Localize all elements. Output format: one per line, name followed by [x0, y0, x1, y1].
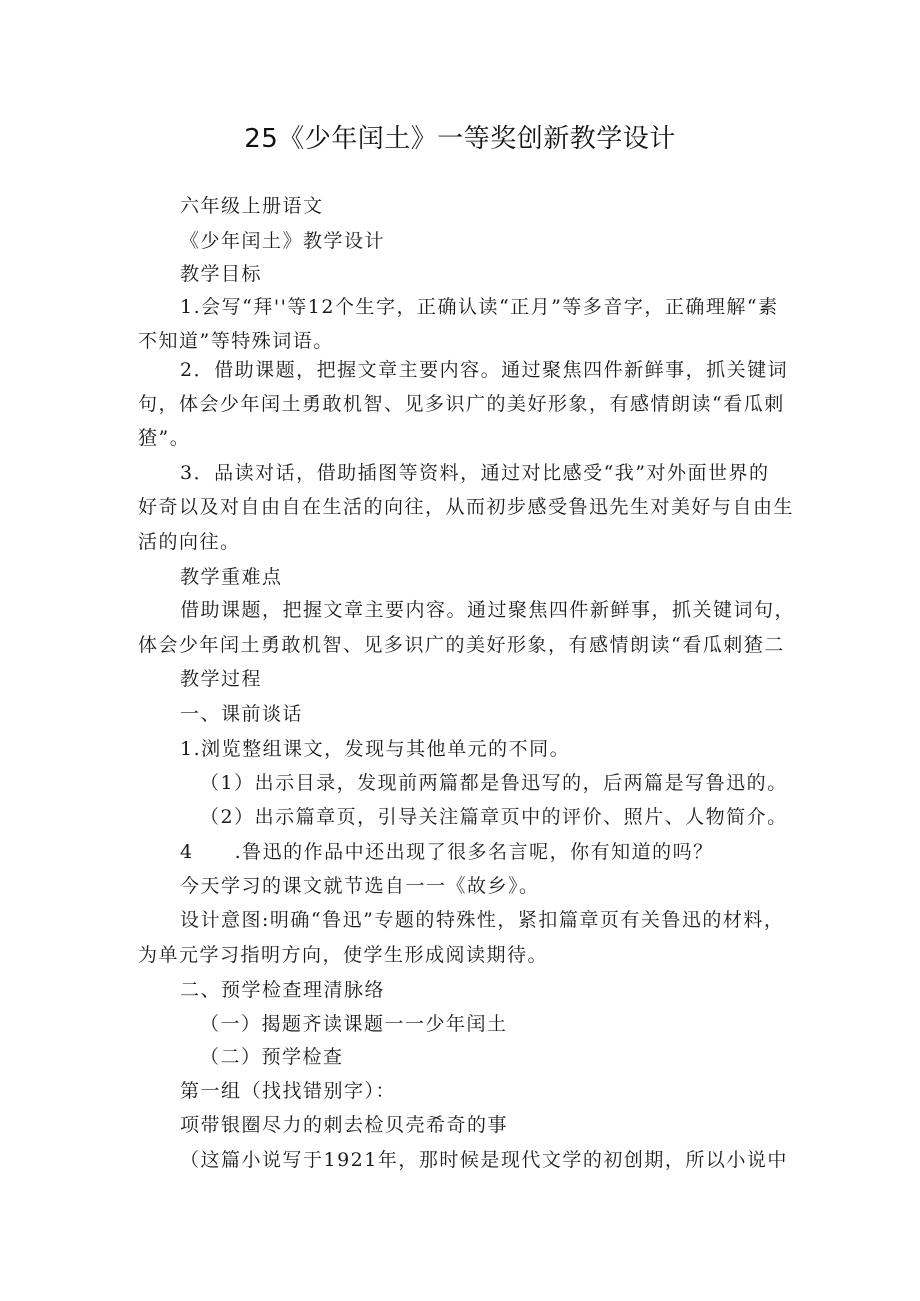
- text-line: 项带银圈尽力的刺去检贝壳希奇的事: [180, 1114, 509, 1136]
- section-heading: 二、预学检查理清脉络: [180, 979, 386, 1001]
- text-line: 句，体会少年闰土勇敢机智、见多识广的美好形象，有感情朗读“看瓜刺: [138, 393, 785, 415]
- text-line: 今天学习的课文就节选自一一《故乡》。: [180, 875, 540, 897]
- text-line: 好奇以及对自由自在生活的向往，从而初步感受鲁迅先生对美好与自由生: [138, 496, 795, 518]
- text-line: （一）揭题齐读课题一一少年闰土: [200, 1013, 508, 1035]
- text-line: （2）出示篇章页，引导关注篇章页中的评价、照片、人物简介。: [200, 806, 788, 828]
- section-heading: 教学重难点: [180, 566, 283, 588]
- text-line: 猹”。: [138, 427, 191, 449]
- text-line: 《少年闰土》教学设计: [180, 230, 386, 252]
- section-heading: 一、课前谈话: [180, 703, 304, 725]
- text-line: 借助课题，把握文章主要内容。通过聚焦四件新鲜事，抓关键词句，: [180, 599, 796, 621]
- text-line: （这篇小说写于1921年，那时候是现代文学的初创期，所以小说中: [180, 1149, 788, 1171]
- text-line: 1.会写“拜''等12个生字，正确认读“正月”等多音字，正确理解“素: [180, 296, 779, 318]
- text-line: 4 .鲁迅的作品中还出现了很多名言呢，你有知道的吗？: [180, 841, 714, 863]
- section-heading: 教学过程: [180, 668, 263, 690]
- text-line: 1.浏览整组课文，发现与其他单元的不同。: [180, 738, 571, 760]
- text-line: 为单元学习指明方向，使学生形成阅读期待。: [138, 944, 549, 966]
- text-line: 设计意图:明确“鲁迅”专题的特殊性，紧扣篇章页有关鲁迅的材料，: [180, 909, 785, 931]
- document-title: 25《少年闰土》一等奖创新教学设计: [244, 124, 676, 154]
- text-line: 3．品读对话，借助插图等资料，通过对比感受“我”对外面世界的: [180, 462, 770, 484]
- text-line: （二）预学检查: [200, 1046, 344, 1068]
- text-line: 六年级上册语文: [180, 195, 324, 217]
- section-heading: 教学目标: [180, 263, 263, 285]
- text-line: 体会少年闰土勇敢机智、见多识广的美好形象，有感情朗读“看瓜刺猹二: [138, 634, 785, 656]
- text-line: 第一组（找找错别字）：: [180, 1080, 397, 1102]
- text-line: （1）出示目录，发现前两篇都是鲁迅写的，后两篇是写鲁迅的。: [200, 772, 788, 794]
- text-line: 不知道”等特殊词语。: [138, 330, 334, 352]
- text-line: 2．借助课题，把握文章主要内容。通过聚焦四件新鲜事，抓关键词: [180, 359, 789, 381]
- text-line: 活的向往。: [138, 531, 241, 553]
